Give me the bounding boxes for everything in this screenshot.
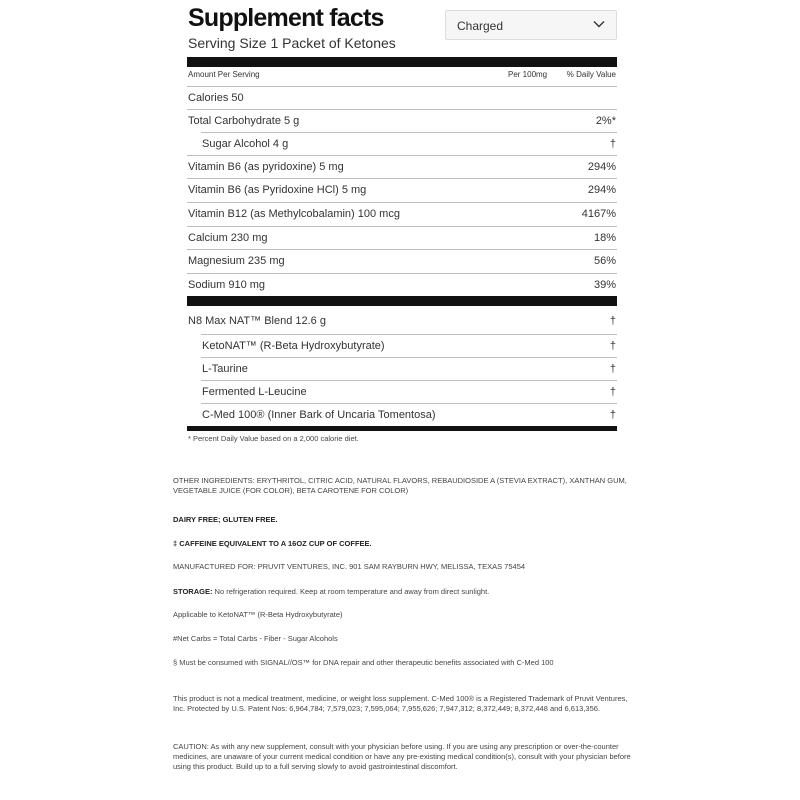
bottom-divider [187,426,617,431]
nutrient-dv: 39% [593,279,616,291]
blend-dv: † [609,315,616,327]
page-title: Supplement facts [188,4,384,32]
blend-dv: † [609,386,616,398]
nutrient-row [187,249,617,272]
blend-label: Fermented L-Leucine [202,386,307,398]
daily-value-header: % Daily Value [566,70,616,79]
daily-value-footnote: * Percent Daily Value based on a 2,000 calorie diet. [188,434,359,443]
nutrient-label: Total Carbohydrate 5 g [188,115,300,127]
nutrient-dv: 294% [587,161,616,173]
caution: CAUTION: As with any new supplement, consult with your physician before using. If you are using any prescription or over-the-counter medicines, are unaware of your current medical condition or have any pre-existing medical condition(s), consult with your physician before using this product. Build up to a full serving slowly to avoid gastrointestinal discomfort. [173,742,631,771]
blend-label: L-Taurine [202,363,248,375]
per100-header: Per 100mg [508,70,548,79]
blend-row [201,357,617,380]
other-ingredients: OTHER INGREDIENTS: ERYTHRITOL, CITRIC ACID, NATURAL FLAVORS, REBAUDIOSIDE A (STEVIA EXTRACT), XANTHAN GUM, VEGETABLE JUICE (FOR COLOR), BETA CAROTENE FOR COLOR) [173,476,627,495]
nutrient-label: Vitamin B6 (as Pyridoxine HCl) 5 mg [188,184,367,196]
nutrient-label: Calories 50 [188,92,244,104]
nutrient-row [201,132,617,155]
nutrient-row [187,202,617,225]
blend-dv: † [609,340,616,352]
blend-row [187,310,617,333]
storage-note [173,587,633,597]
storage-label: STORAGE: [173,587,213,596]
nutrient-row [187,178,617,201]
nutrient-row [187,86,617,109]
nutrient-label: Calcium 230 mg [188,232,268,244]
nutrient-label: Magnesium 235 mg [188,255,285,267]
nutrient-dv: 294% [587,184,616,196]
manufacturer: MANUFACTURED FOR: PRUVIT VENTURES, INC. 901 SAM RAYBURN HWY, MELISSA, TEXAS 75454 [173,562,526,571]
middle-divider [187,296,617,306]
nutrient-dv: 4167% [581,208,616,220]
nutrient-label: Vitamin B12 (as Methylcobalamin) 100 mcg [188,208,400,220]
nutrient-dv: 18% [593,232,616,244]
column-header [187,70,617,82]
storage-text: No refrigeration required. Keep at room temperature and away from direct sunlight. [212,587,490,596]
caffeine-note [173,539,633,549]
net-carbs-note: #Net Carbs = Total Carbs - Fiber - Sugar Alcohols [173,634,338,643]
nutrient-dv: 2%* [595,115,616,127]
chevron-down-icon [593,19,605,29]
blend-row [201,334,617,357]
disclaimer: This product is not a medical treatment, medicine, or weight loss supplement. C-Med 100® is a Registered Trademark of Pruvit Ventures, Inc. Protected by U.S. Patent Nos: 6,964,784; 7,579,023; 7,595,064; 7,955,626; 7,947,312; 8,372,449; 8,372,448 and 6,613,356. [173,694,628,713]
caffeine-text: ‡ CAFFEINE EQUIVALENT TO A 16OZ CUP OF COFFEE. [173,539,372,548]
top-divider [187,57,617,67]
blend-row [201,380,617,403]
blend-label: C-Med 100® (Inner Bark of Uncaria Tomentosa) [202,409,436,421]
blend-label: KetoNAT™ (R-Beta Hydroxybutyrate) [202,340,385,352]
applicable-note: Applicable to KetoNAT™ (R-Beta Hydroxybutyrate) [173,610,343,619]
nutrient-label: Sugar Alcohol 4 g [202,138,289,150]
nutrient-row [187,273,617,296]
signal-note: § Must be consumed with SIGNAL//OS™ for DNA repair and other therapeutic benefits associated with C-Med 100 [173,658,554,667]
nutrient-dv: † [609,138,616,150]
variant-select[interactable] [445,10,617,40]
allergen-text: DAIRY FREE; GLUTEN FREE. [173,515,278,524]
allergen-note [173,515,633,525]
blend-dv: † [609,409,616,421]
nutrient-label: Vitamin B6 (as pyridoxine) 5 mg [188,161,344,173]
nutrient-row [187,109,617,132]
blend-label: N8 Max NAT™ Blend 12.6 g [188,315,326,327]
nutrient-row [187,226,617,249]
variant-select-value: Charged [457,19,504,33]
serving-size: Serving Size 1 Packet of Ketones [188,35,396,51]
nutrient-label: Sodium 910 mg [188,279,266,291]
nutrient-dv: 56% [593,255,616,267]
nutrient-row [187,155,617,178]
blend-dv: † [609,363,616,375]
blend-row [201,403,617,426]
amount-header: Amount Per Serving [188,70,260,79]
